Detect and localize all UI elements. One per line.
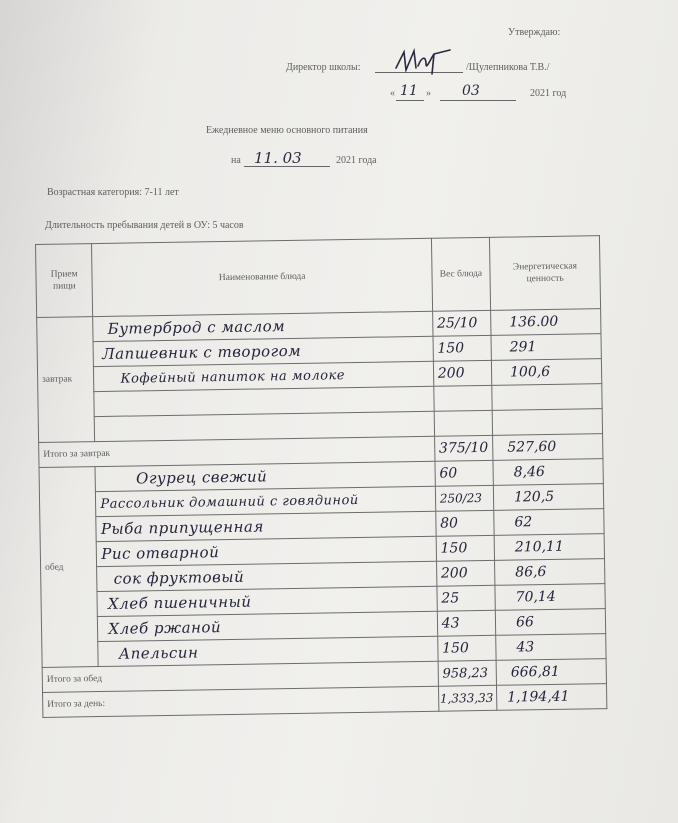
dish-weight: 200 [436, 560, 495, 586]
dish-weight [434, 410, 493, 436]
dish-name: Лапшевник с творогом [93, 336, 433, 366]
dish-weight [434, 385, 493, 411]
header-dish: Наименование блюда [92, 238, 432, 316]
table-header-row [36, 236, 601, 318]
month-line [440, 100, 516, 101]
header-meal: Прием пищи [36, 244, 94, 318]
day-total-weight: 1,333,33 [438, 685, 497, 711]
approval-year: 2021 год [530, 88, 567, 99]
dish-weight: 25/10 [432, 310, 491, 336]
breakfast-total-weight: 375/10 [434, 435, 493, 461]
dish-name: Рыба припущенная [96, 511, 436, 541]
dish-energy: 210,11 [494, 534, 604, 561]
approval-month: 03 [462, 83, 480, 99]
breakfast-total-label: Итого за завтрак [39, 436, 435, 467]
approval-day: 11 [400, 83, 418, 99]
dish-energy: 8,46 [493, 459, 603, 486]
dish-name: Огурец свежий [95, 461, 435, 491]
dish-weight: 80 [435, 510, 494, 536]
stay-duration: Длительность пребывания детей в ОУ: 5 часов [45, 220, 244, 231]
dish-name: сок фруктовый [97, 561, 437, 591]
day-total-label: Итого за день: [43, 686, 439, 717]
lunch-total-label: Итого за обед [42, 661, 438, 692]
day-line [396, 100, 424, 101]
dish-energy: 136.00 [491, 309, 601, 336]
dish-energy: 86,6 [495, 559, 605, 586]
dish-energy: 66 [495, 609, 605, 636]
breakfast-label: завтрак [37, 317, 95, 443]
dish-energy: 120,5 [493, 484, 603, 511]
day-total-energy: 1,194,41 [496, 684, 606, 711]
header-energy: Энергетическая ценность [489, 236, 600, 311]
menu-table [35, 235, 607, 718]
dish-name: Хлеб ржаной [98, 611, 438, 641]
dish-name: Хлеб пшеничный [97, 586, 437, 616]
director-label: Директор школы: [286, 62, 361, 73]
dish-name: Рассольник домашний с говядиной [96, 486, 436, 516]
lunch-total-weight: 958,23 [438, 660, 497, 686]
title-on-label: на [231, 155, 241, 166]
dish-name: Рис отварной [97, 536, 437, 566]
lunch-total-energy: 666,81 [496, 659, 606, 686]
dish-weight: 25 [437, 585, 496, 611]
date-close-quote: » [426, 88, 431, 99]
dish-weight: 250/23 [435, 485, 494, 511]
header-weight: Вес блюда [431, 237, 490, 311]
title-date-line [244, 166, 330, 167]
title-date: 11. 03 [254, 149, 302, 167]
title-year: 2021 года [336, 155, 377, 166]
dish-weight: 60 [435, 460, 494, 486]
dish-weight: 150 [436, 535, 495, 561]
breakfast-total-energy: 527,60 [493, 434, 603, 461]
dish-weight: 150 [433, 335, 492, 361]
date-open-quote: « [390, 88, 395, 99]
dish-name: Бутерброд с маслом [93, 311, 433, 341]
age-category: Возрастная категория: 7-11 лет [47, 187, 179, 198]
dish-energy: 291 [491, 334, 601, 361]
dish-name: Кофейный напиток на молоке [94, 361, 434, 391]
director-signature [390, 46, 460, 76]
director-name: /Щулепникова Т.В./ [466, 62, 550, 73]
dish-weight: 43 [437, 610, 496, 636]
approve-label: Утверждаю: [508, 27, 561, 38]
dish-weight: 200 [433, 360, 492, 386]
dish-energy: 43 [496, 634, 606, 661]
dish-energy [492, 409, 602, 436]
dish-energy: 62 [494, 509, 604, 536]
dish-energy: 100,6 [491, 359, 601, 386]
lunch-label: обед [39, 467, 99, 668]
dish-energy: 70,14 [495, 584, 605, 611]
dish-name: Апельсин [98, 636, 438, 666]
dish-weight: 150 [437, 635, 496, 661]
dish-energy [492, 384, 602, 411]
page-title: Ежедневное меню основного питания [206, 125, 368, 136]
